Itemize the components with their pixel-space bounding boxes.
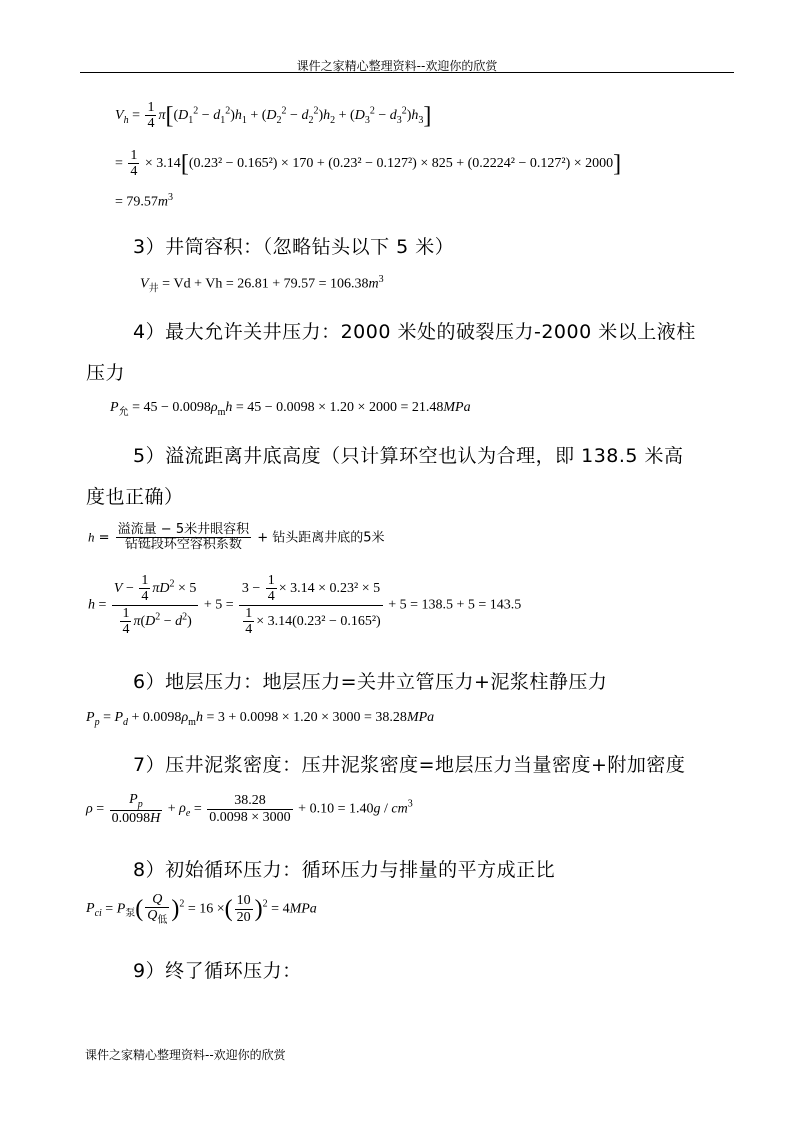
header-divider [80, 72, 734, 73]
pkz-head: = 45 − 0.0098 [132, 400, 211, 415]
step-8-text: 8）初始循环压力：循环压力与排量的平方成正比 [133, 859, 556, 881]
h-numerator: 溢流量 − 5米井眼容积 [117, 522, 250, 537]
step-3-text: 3）井筒容积：（忽略钻头以下 5 米） [133, 236, 455, 258]
vh-result: = 79.57 [115, 194, 158, 210]
rho-numerator: 38.28 [207, 793, 292, 809]
step-5-line1: 5）溢流距离井底高度（只计算环空也认为合理，即 138.5 米高 [133, 445, 684, 467]
h2-result: + 5 = 138.5 + 5 = 143.5 [388, 597, 522, 613]
step-4-line2: 压力 [86, 362, 126, 384]
pci-denominator: 20 [236, 909, 251, 925]
pkz-tail: = 45 − 0.0098 × 1.20 × 2000 = 21.48 [235, 400, 444, 415]
page-header: 课件之家精心整理资料--欢迎你的欣赏 [296, 59, 498, 73]
rho-formula: ρ = $\frac{P_p}{0.0098H}$ + $\rho_e$ = $\frac{38.28}{0.0098 \times 3000}$ + $0.10 = 1.40g / cm^3$ [86, 792, 413, 826]
vh-formula-line3: = $79.57m^3$ [115, 192, 174, 210]
h-formula-numeric: h = V − $\frac{1}{4}$ $\pi D^2 \times 5$ $\frac{1}{4}$ $\pi(D^2 - d^2)$ + 5 = 3 − $\frac{1}{4}$ × 3.14 × 0.23² × 5 $\frac{1}{4}$ × 3.14(0.23² − 0.165²) + 5 = 138.5 + 5 = 143.5 [88, 573, 522, 638]
step-4-line1: 4）最大允许关井压力：2000 米处的破裂压力-2000 米以上液柱 [133, 321, 696, 343]
pp-head: + 0.0098 [131, 710, 182, 725]
vh-formula-line2: = $\frac{1}{4}$ × 3.14[(0.23² − 0.165²) × 170 + (0.23² − 0.127²) × 825 + (0.2224² − 0.127²) × 2000] [115, 148, 622, 180]
rho-denominator: 0.0098 × 3000 [209, 809, 291, 825]
rho-result: + 0.10 = 1.40 [298, 801, 374, 817]
pp-tail: = 3 + 0.0098 × 1.20 × 3000 = 38.28 [206, 710, 407, 725]
step-6-text: 6）地层压力：地层压力=关井立管压力+泥浆柱静压力 [133, 671, 608, 693]
h-tail: + 钻头距离井底的5米 [257, 530, 385, 546]
pp-formula: $P_p = P_d + 0.0098\rho_mh = 3 + 0.0098 \times 1.20 \times 3000 = 38.28MPa$ [86, 710, 435, 728]
vwell-value: = Vd + Vh = 26.81 + 79.57 = 106.38 [162, 276, 369, 292]
h2-numerator-tail: × 3.14 × 0.23² × 5 [278, 581, 381, 597]
h2-denominator: × 3.14(0.23² − 0.165²) [256, 613, 381, 629]
page-footer: 课件之家精心整理资料--欢迎你的欣赏 [85, 1048, 286, 1062]
vh-formula-line1: $V_h$ = $\frac{1}{4}$ $\pi[(D_1^2 - d_1^2)h_1 + (D_2^2 - d_2^2)h_2 + (D_3^2 - d_3^2)h_3]$ [115, 100, 432, 132]
vwell-formula: $V_井 = Vd + Vh = 26.81 + 79.57 = 106.38m^3$ [140, 274, 384, 295]
h2-numerator-start: 3 − [241, 581, 264, 597]
pci-head: = 16 × [187, 901, 225, 917]
h-denominator: 钻铤段环空容积系数 [124, 537, 242, 553]
pci-tail: = 4 [271, 901, 290, 917]
vh-values: (0.23² − 0.165²) × 170 + (0.23² − 0.127²) × 825 + (0.2224² − 0.127²) × 2000 [188, 156, 614, 172]
step-9-text: 9）终了循环压力： [133, 960, 302, 982]
step-5-line2: 度也正确） [86, 486, 184, 508]
h-formula-words: h = $\frac{\text{溢流量 − 5米井眼容积}}{\text{钻铤段环空容积系数}}$ + 钻头距离井底的5米 [88, 522, 385, 553]
step-7-text: 7）压井泥浆密度：压井泥浆密度=地层压力当量密度+附加密度 [133, 754, 686, 776]
pci-numerator: 10 [236, 893, 251, 909]
pci-formula: $P_{ci} = P_泵$( $\frac{Q}{Q_低}$ )$^2$ = 16 ×( $\frac{10}{20}$ )$^2$ = 4MPa [86, 892, 317, 927]
pkz-formula: $P_允 = 45 - 0.0098\rho_mh = 45 - 0.0098 \times 1.20 \times 2000 = 21.48MPa$ [110, 400, 471, 418]
